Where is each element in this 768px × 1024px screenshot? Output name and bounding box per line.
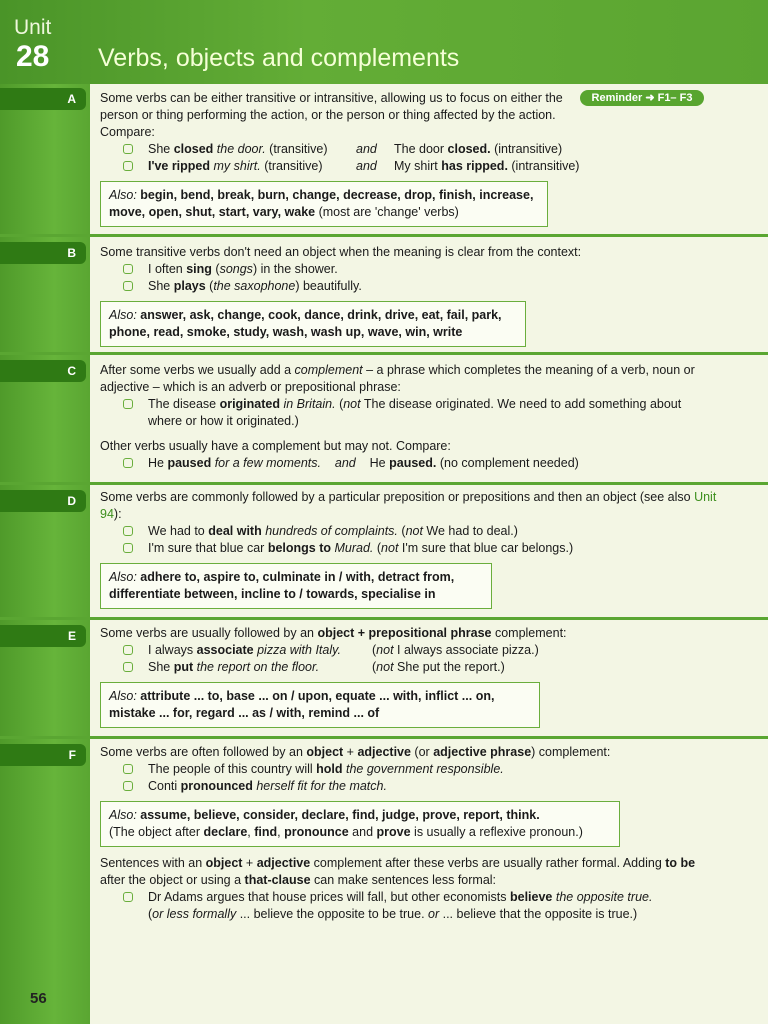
section-b	[100, 244, 740, 351]
checkbox-icon	[123, 144, 133, 154]
example-item: I'm sure that blue car belongs to Murad. (not I'm sure that blue car belongs.)	[100, 540, 740, 557]
checkbox-icon	[123, 458, 133, 468]
checkbox-icon	[123, 264, 133, 274]
unit-number: 28	[16, 40, 50, 73]
section-divider	[0, 617, 768, 620]
example-item: The people of this country will hold the government responsible.	[100, 761, 740, 778]
page-title: Verbs, objects and complements	[98, 44, 460, 72]
section-f-paragraph: Sentences with an object + adjective complement after these verbs are usually rather formal. Adding to be after the object or using a that-clause can make sentences less formal:	[100, 856, 696, 887]
unit-label: Unit	[14, 16, 52, 39]
also-box: Also: answer, ask, change, cook, dance, drink, drive, eat, fail, park, phone, read, smoke, study, wash, wash up, wave, win, write	[100, 301, 526, 347]
checkbox-icon	[123, 781, 133, 791]
example-item: She closed the door. (transitive) and The door closed. (intransitive)	[100, 141, 740, 158]
sidebar	[0, 0, 90, 1024]
section-tab-d: D	[0, 490, 86, 512]
section-a	[100, 90, 740, 231]
checkbox-icon	[123, 281, 133, 291]
section-f-intro: Some verbs are often followed by an object + adjective (or adjective phrase) complement:	[100, 745, 611, 759]
section-tab-b: B	[0, 242, 86, 264]
checkbox-icon	[123, 662, 133, 672]
section-divider	[0, 736, 768, 739]
unit-link[interactable]: Unit 94	[100, 490, 717, 521]
section-d	[100, 489, 740, 613]
section-tab-a: A	[0, 88, 86, 110]
also-box: Also: attribute ... to, base ... on / upon, equate ... with, inflict ... on, mistake ... for, regard ... as / with, remind ... of	[100, 682, 540, 728]
section-e	[100, 625, 740, 732]
also-box: Also: begin, bend, break, burn, change, decrease, drop, finish, increase, move, open, shut, start, vary, wake (most are 'change' verbs)	[100, 181, 548, 227]
example-item: I often sing (songs) in the shower.	[100, 261, 740, 278]
also-box: Also: adhere to, aspire to, culminate in / with, detract from, differentiate between, incline to / towards, specialise in	[100, 563, 492, 609]
also-box: Also: assume, believe, consider, declare, find, judge, prove, report, think. (The object after declare, find, pronounce and prove is usually a reflexive pronoun.)	[100, 801, 620, 847]
example-item: She plays (the saxophone) beautifully.	[100, 278, 740, 295]
section-divider	[0, 234, 768, 237]
section-divider	[0, 352, 768, 355]
checkbox-icon	[123, 543, 133, 553]
example-item: He paused for a few moments. and He paused. (no complement needed)	[100, 455, 740, 472]
checkbox-icon	[123, 399, 133, 409]
section-a-intro: Some verbs can be either transitive or intransitive, allowing us to focus on either the person or thing performing the action, or the person or thing affected by the action. Compare:	[100, 91, 563, 139]
example-item: She put the report on the floor. (not She put the report.)	[100, 659, 740, 676]
header-banner	[0, 0, 768, 84]
section-c	[100, 362, 740, 472]
reminder-badge[interactable]: Reminder ➜ F1– F3	[580, 90, 704, 106]
checkbox-icon	[123, 764, 133, 774]
checkbox-icon	[123, 892, 133, 902]
example-item: Conti pronounced herself fit for the match.	[100, 778, 740, 795]
section-tab-e: E	[0, 625, 86, 647]
section-c-intro: After some verbs we usually add a complement – a phrase which completes the meaning of a verb, noun or adjective – which is an adverb or prepositional phrase:	[100, 363, 695, 394]
example-item: The disease originated in Britain. (not The disease originated. We need to add something about where or how it originated.)	[100, 396, 688, 430]
checkbox-icon	[123, 645, 133, 655]
example-item: I always associate pizza with Italy. (not I always associate pizza.)	[100, 642, 740, 659]
example-item: I've ripped my shirt. (transitive) and My shirt has ripped. (intransitive)	[100, 158, 740, 175]
checkbox-icon	[123, 526, 133, 536]
section-c-compare: Other verbs usually have a complement but may not. Compare:	[100, 439, 451, 453]
section-f	[100, 744, 740, 923]
section-d-intro: Some verbs are commonly followed by a particular preposition or prepositions and then an object (see also Unit 94):	[100, 490, 717, 521]
section-e-intro: Some verbs are usually followed by an object + prepositional phrase complement:	[100, 626, 567, 640]
section-tab-f: F	[0, 744, 86, 766]
example-item: Dr Adams argues that house prices will fall, but other economists believe the opposite true. (or less formally ... believe the opposite to be true. or ... believe that the opposite is true.)	[100, 889, 738, 923]
page-number: 56	[30, 990, 47, 1007]
section-tab-c: C	[0, 360, 86, 382]
checkbox-icon	[123, 161, 133, 171]
section-divider	[0, 482, 768, 485]
example-item: We had to deal with hundreds of complaints. (not We had to deal.)	[100, 523, 740, 540]
section-b-intro: Some transitive verbs don't need an object when the meaning is clear from the context:	[100, 245, 582, 259]
